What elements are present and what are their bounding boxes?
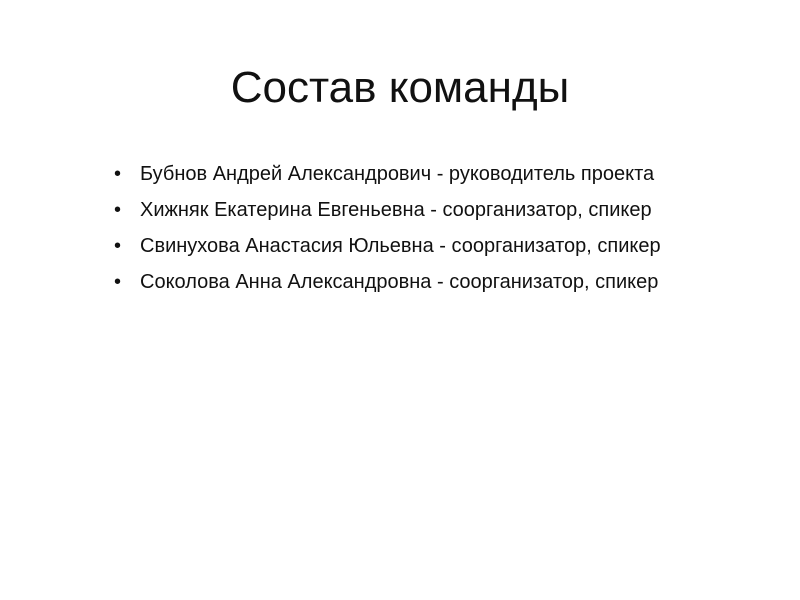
bullet-icon: •	[114, 235, 122, 257]
list-item-text: Свинухова Анастасия Юльевна - соорганизатор, спикер	[140, 235, 661, 257]
list-item-text: Соколова Анна Александровна - соорганизатор, спикер	[140, 271, 659, 293]
bullet-icon: •	[114, 163, 122, 185]
list-item	[112, 232, 712, 260]
list-item	[112, 196, 712, 224]
list-item	[112, 160, 712, 188]
list-item-text: Бубнов Андрей Александрович - руководитель проекта	[140, 163, 655, 185]
list-item	[112, 268, 712, 296]
bullet-icon: •	[114, 199, 122, 221]
team-list	[112, 160, 712, 304]
slide-title: Состав команды	[230, 63, 570, 112]
list-item-text: Хижняк Екатерина Евгеньевна - соорганизатор, спикер	[140, 199, 652, 221]
bullet-icon: •	[114, 271, 122, 293]
